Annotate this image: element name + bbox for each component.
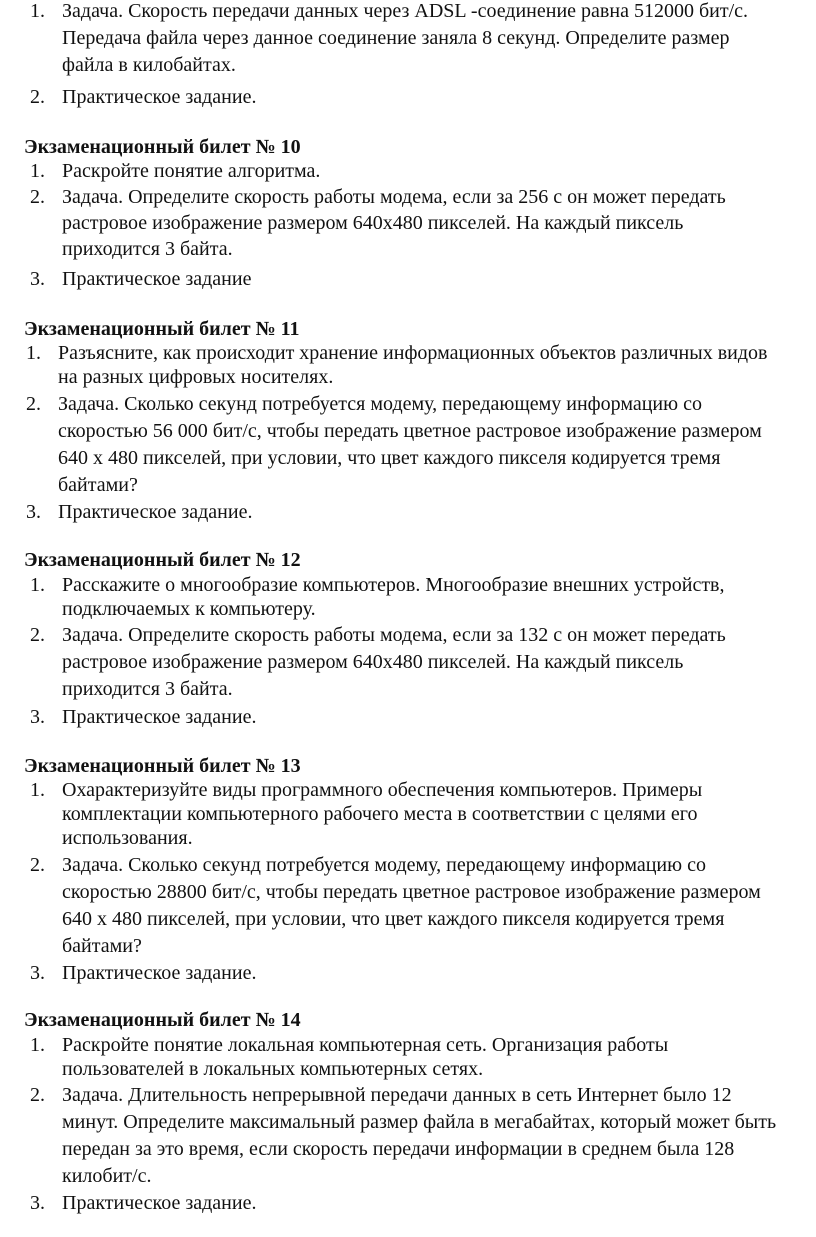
ticket-heading: Экзаменационный билет № 11 (24, 318, 300, 340)
ticket-heading: Экзаменационный билет № 12 (24, 549, 301, 571)
ticket-heading: Экзаменационный билет № 10 (24, 136, 301, 158)
ticket-heading: Экзаменационный билет № 14 (24, 1009, 301, 1031)
ticket-heading: Экзаменационный билет № 13 (24, 755, 301, 777)
